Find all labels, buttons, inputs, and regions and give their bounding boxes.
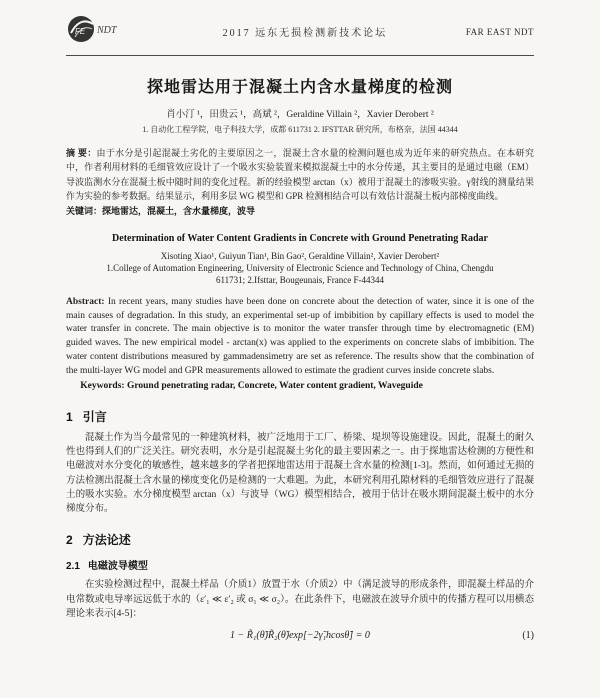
abstract-cn-text: 由于水分是引起混凝土劣化的主要原因之一，混凝土含水量的检测问题也成为近年来的研究热点。在本研究中，作者利用材料的毛细管效应设计了一个吸水实验装置来模拟混凝土中的水分传递，其主要目的是通过电磁（EM）导波监测水分在混凝土板中随时间的变化过程。新的经验模型 arctan（x）被用于混凝土的渗吸实验。γ射线的测量结果作为实验的参考数据。结果显示，利用多层 WG 模型和 GPR 检测相结合可以有效估计混凝土板内部梯度曲线。 <box>66 148 534 202</box>
far-east-ndt-logo <box>66 14 144 49</box>
abstract-en-label: Abstract: <box>66 296 105 307</box>
abstract-cn <box>66 146 534 204</box>
section-2-number: 2 <box>66 533 73 548</box>
far-east-ndt-logo-graphic <box>66 14 144 44</box>
abstract-en-text: In recent years, many studies have been done on concrete about the detection of water, since it is one of the main causes of degradation. In this study, an experimental set-up of imbibition by capillary effects is used to model the water transfer in concrete. The main objective is to monitor the water transfer through time by electromagnetic (EM) guided waves. The new empirical model - arctan(x) was applied to the experiments on concrete slabs of imbibition. The water content distributions measured by gammadensimetry are set as reference. The results show that the combination of the multi-layer WG model and GPR measurements allowed to estimate the gradient curves inside concrete slabs. <box>66 296 534 376</box>
section-2-1-body: 在实验检测过程中，混凝土样品（介质1）放置于水（介质2）中（满足波导的形成条件，即混凝土样品的介电常数或电导率远远低于水的（ε′₁ ≪ ε′₂ 或 σ₁ ≪ σ₂）。在此条件下，电磁波在波导介质中的传播方程可以用横态理论来表示[4-5]： <box>66 580 534 619</box>
paper-title-cn: 探地雷达用于混凝土内含水量梯度的检测 <box>146 79 453 96</box>
logo-ndt-text: NDT <box>97 25 117 36</box>
svg-text:FE: FE <box>75 27 86 36</box>
equation-1 <box>66 630 534 641</box>
section-1-body: 混凝土作为当今最常见的一种建筑材料，被广泛地用于工厂、桥梁、堤坝等设施建设。因此，混凝土的耐久性也得到人们的广泛关注。研究表明，水分是引起混凝土劣化的最主要因素之一。由于探地雷达检测的方便性和电磁波对水分变化的敏感性，越来越多的学者把探地雷达用于混凝土含水量的检测[1-3]。然而，如何通过无损的方法检测出混凝土含水量的梯度变化仍是检测的一大难题。为此，本研究利用孔隙材料的毛细管效应进行了混凝土的吸水实验。水分梯度模型 arctan（x）与波导（WG）模型相结合，被用于估计在吸水期间混凝土板中的水分梯度分布。 <box>66 432 534 515</box>
section-2-1-title: 电磁波导模型 <box>87 561 148 573</box>
paper-title-en: Determination of Water Content Gradients in Concrete with Ground Penetrating Radar <box>112 232 488 244</box>
abstract-en <box>66 296 534 379</box>
authors-en: Xisoting Xiao¹, Guiyun Tian¹, Bin Gao², Geraldine Villain², Xavier Derobert² <box>160 250 440 261</box>
section-2-title: 方法论述 <box>82 533 131 548</box>
keywords-cn-label: 关键词： <box>66 205 103 216</box>
section-2-1-number: 2.1 <box>66 561 80 573</box>
section-1-heading <box>66 408 534 425</box>
section-2-heading <box>66 531 534 548</box>
authors-cn: 肖小汀 ¹，田贵云 ¹，高斌 ²，Geraldine Villain ²，Xavier Derobert ² <box>166 110 434 120</box>
keywords-en <box>66 379 534 393</box>
keywords-en-label: Keywords: <box>80 380 125 391</box>
header-right-text: FAR EAST NDT <box>465 26 534 37</box>
conference-name: 2017 远东无损检测新技术论坛 <box>222 28 388 39</box>
affiliation-en-line2: 611731; 2.Ifsttar, Bougeunais, France F-44344 <box>215 274 385 285</box>
page-header <box>66 14 534 56</box>
keywords-cn <box>66 204 534 218</box>
equation-1-number: (1) <box>522 630 534 642</box>
section-2-1-heading <box>66 557 534 572</box>
section-1-number: 1 <box>66 409 73 424</box>
keywords-en-text: Ground penetrating radar, Concrete, Water content gradient, Waveguide <box>126 380 423 391</box>
equation-1-formula: 1 − R̃₁(θ̃)R̃₂(θ̃)exp[−2γ̃₁hcosθ̃] = 0 <box>230 630 370 642</box>
section-1-title: 引言 <box>82 409 107 424</box>
abstract-cn-label: 摘 要： <box>66 148 97 158</box>
keywords-cn-text: 探地雷达，混凝土，含水量梯度，波导 <box>102 205 256 216</box>
affiliation-cn: 1. 自动化工程学院，电子科技大学，成都 611731 2. IFSTTAR 研究所，布格奈，法国 44344 <box>142 125 458 134</box>
affiliation-en-line1: 1.College of Automation Engineering, University of Electronic Science and Technology of China, Chengdu <box>106 262 494 273</box>
